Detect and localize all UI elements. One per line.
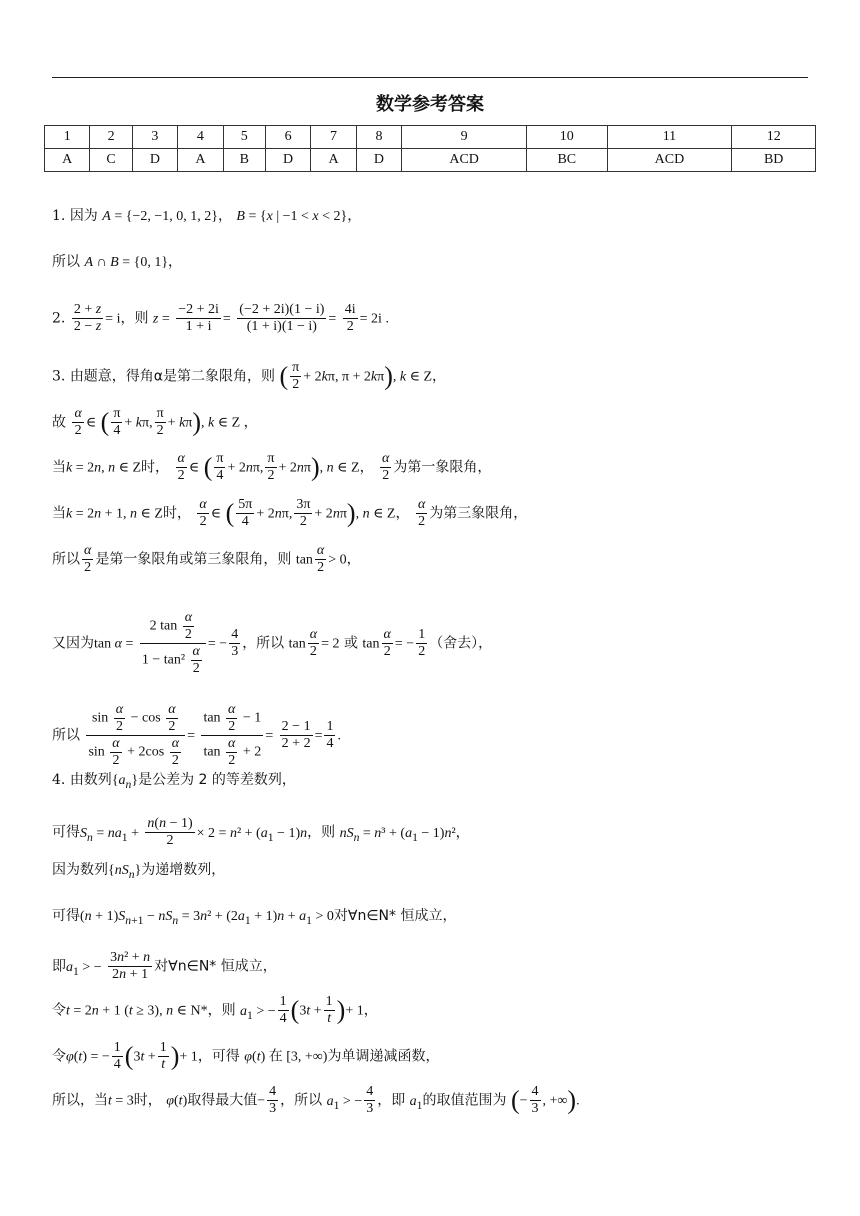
q4-line-4: 可得$(n + 1)S_{n+1} - nS_n = 3n^2 + (2a_1 + 1)n + a_1 > 0$对∀n∈N* 恒成立， (52, 908, 457, 927)
table-cell: D (356, 149, 401, 172)
table-cell: 8 (356, 126, 401, 149)
q4-line-7: 令φ(t) = − $\frac{1}{4}$ (3t + $\frac{1}{t}$ )+ 1，可得 φ(t) 在 [3, +∞)为单调递减函数， (52, 1040, 440, 1072)
q4-line-5: 即$a_1$ > − $\frac{\text{3n² + n}}{2n + 1}$ 对∀n∈N* 恒成立， (52, 950, 277, 982)
q3-line-2: 故 $\frac{\alpha}{2}$ ∈ ( $\frac{\pi}{4}$ + kπ, $\frac{\pi}{2}$ + kπ), k ∈ Z ， (52, 406, 258, 438)
table-cell: 3 (132, 126, 177, 149)
q1-line-2: 所以 A ∩ B = {0, 1}， (52, 254, 183, 270)
table-cell: 9 (402, 126, 527, 149)
table-cell: D (132, 149, 177, 172)
q3-line-4: 当k = 2n + 1, n ∈ Z时， $\frac{\alpha}{2}$ ∈ ( $\frac{5\pi}{4}$ + 2nπ, $\frac{3\pi}{2}$ + 2nπ), n ∈ Z， $\frac{\alpha}{2}$ 为第三象限角， (52, 497, 528, 529)
answer-table (44, 125, 816, 172)
q4-line-3: 因为数列$\{nS_n\}$为递增数列， (52, 862, 226, 881)
table-cell: 6 (265, 126, 310, 149)
table-cell: 11 (607, 126, 732, 149)
table-cell: BD (732, 149, 816, 172)
table-cell: D (265, 149, 310, 172)
q3-line-1: 3. 由题意，得角α是第二象限角，则 ( $\frac{\pi}{2}$ + 2kπ, π + 2kπ), k ∈ Z， (52, 360, 447, 392)
table-cell: 4 (178, 126, 223, 149)
q3-line-7: 所以 sin $\frac{\alpha}{2}$ − cos $\frac{\alpha}{2}$ sin $\frac{\alpha}{2}$ + 2cos $\frac{\alpha}{2}$ = tan $\frac{\alpha}{2}$ − 1 tan $\frac{\alpha}{2}$ + 2 = $\frac{2 - 1}{2 + 2}$ = $\frac{1}{4}$ . (52, 702, 341, 768)
q2-line: 2. $\frac{2 + z}{2 - z}$ = i，则 z = $\frac{-2 + 2i}{1 + i}$ = $\frac{(-2 + 2i)(1 - i)}{(1 + i)(1 - i)}$ = $\frac{4i}{2}$ = 2i . (52, 302, 389, 334)
table-cell: ACD (402, 149, 527, 172)
table-cell: BC (527, 149, 607, 172)
table-cell: 5 (223, 126, 265, 149)
q4-line-6: 令t = 2n + 1 (t ≥ 3), n ∈ N*，则 $a_1$ > − $\frac{1}{4}$ (3t + $\frac{1}{t}$ )+ 1， (52, 994, 378, 1026)
q4-line-8: 所以，当t = 3时， φ(t)取得最大值− $\frac{4}{3}$ ，所以 $a_1$ > − $\frac{4}{3}$ ，即 $a_1$的取值范围为 (− $\frac{4}{3}$ , +∞). (52, 1084, 580, 1116)
top-rule (52, 77, 808, 78)
q4-line-2: 可得$S_n = na_1$ + $\frac{n(n - 1)}{2}$ × $2 = n^2 + (a_1 - 1)n$，则 $nS_n = n^3 + (a_1 - 1)n^2$， (52, 816, 470, 848)
q3-line-6: 又因为tan α = 2 tan $\frac{\alpha}{2}$ 1 − tan² $\frac{\alpha}{2}$ = − $\frac{4}{3}$ ，所以 tan $\frac{\alpha}{2}$ = 2 或 tan $\frac{\alpha}{2}$ = − $\frac{1}{2}$ （舍去）， (52, 610, 493, 676)
answer-table-number-row (45, 126, 816, 149)
table-cell: A (45, 149, 90, 172)
table-cell: A (178, 149, 223, 172)
table-cell: 7 (311, 126, 356, 149)
table-cell: 2 (90, 126, 132, 149)
answer-table-answer-row (45, 149, 816, 172)
table-cell: B (223, 149, 265, 172)
table-cell: 1 (45, 126, 90, 149)
q3-line-3: 当k = 2n, n ∈ Z时， $\frac{\alpha}{2}$ ∈ ( $\frac{\pi}{4}$ + 2nπ, $\frac{\pi}{2}$ + 2nπ), n ∈ Z， $\frac{\alpha}{2}$ 为第一象限角， (52, 451, 492, 483)
q3-line-5: 所以 $\frac{\alpha}{2}$ 是第一象限角或第三象限角，则 tan $\frac{\alpha}{2}$ > 0， (52, 543, 361, 575)
page-title: 数学参考答案 (376, 94, 484, 115)
table-cell: 10 (527, 126, 607, 149)
table-cell: 12 (732, 126, 816, 149)
q1-line-1: 1. 因为 A = {−2, −1, 0, 1, 2}， B = {x | −1 < x < 2}， (52, 208, 362, 224)
table-cell: ACD (607, 149, 732, 172)
q4-line-1: 4. 由数列$\{a_n\}$是公差为 2 的等差数列， (52, 772, 296, 791)
table-cell: C (90, 149, 132, 172)
table-cell: A (311, 149, 356, 172)
